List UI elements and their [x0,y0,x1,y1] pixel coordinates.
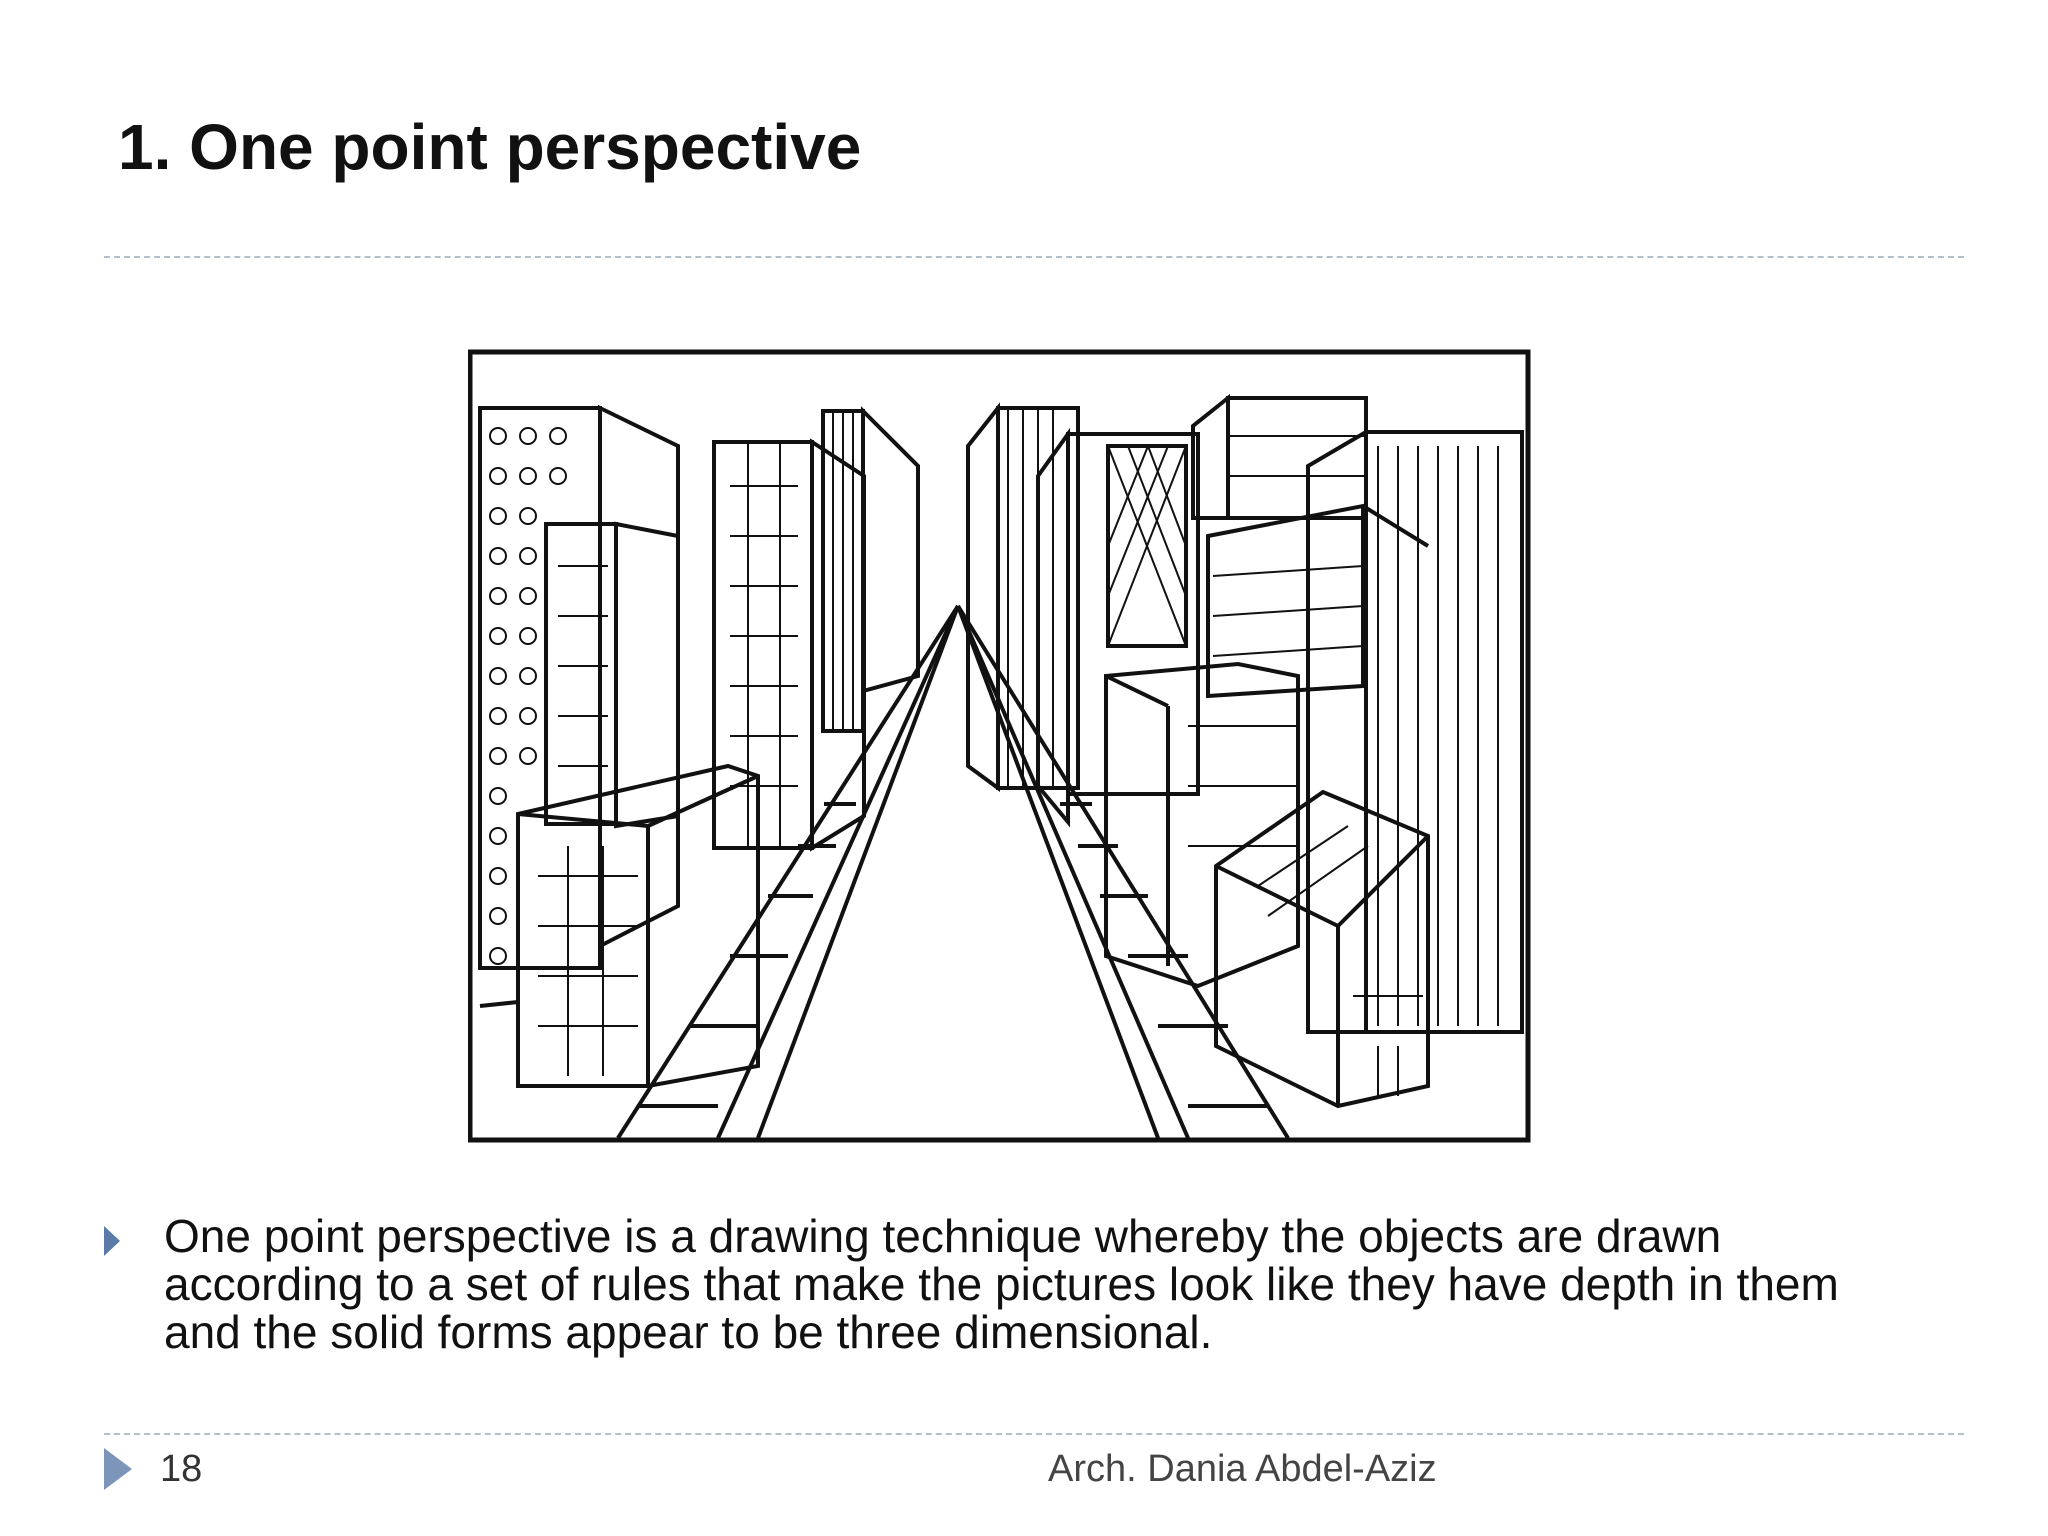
triangle-bullet-icon [104,1226,120,1256]
top-divider [104,256,1964,258]
triangle-arrow-icon [104,1448,132,1490]
page-number: 18 [160,1448,203,1490]
author-name: Arch. Dania Abdel-Aziz [1048,1448,1437,1490]
slide-title: 1. One point perspective [118,111,862,183]
body-paragraph: One point perspective is a drawing technique whereby the objects are drawn according to a set of rules that make the pictures look like they have depth in them and the solid forms appear to be three dimensional. [164,1210,1839,1358]
perspective-drawing [468,346,1532,1144]
bottom-divider [104,1433,1964,1435]
